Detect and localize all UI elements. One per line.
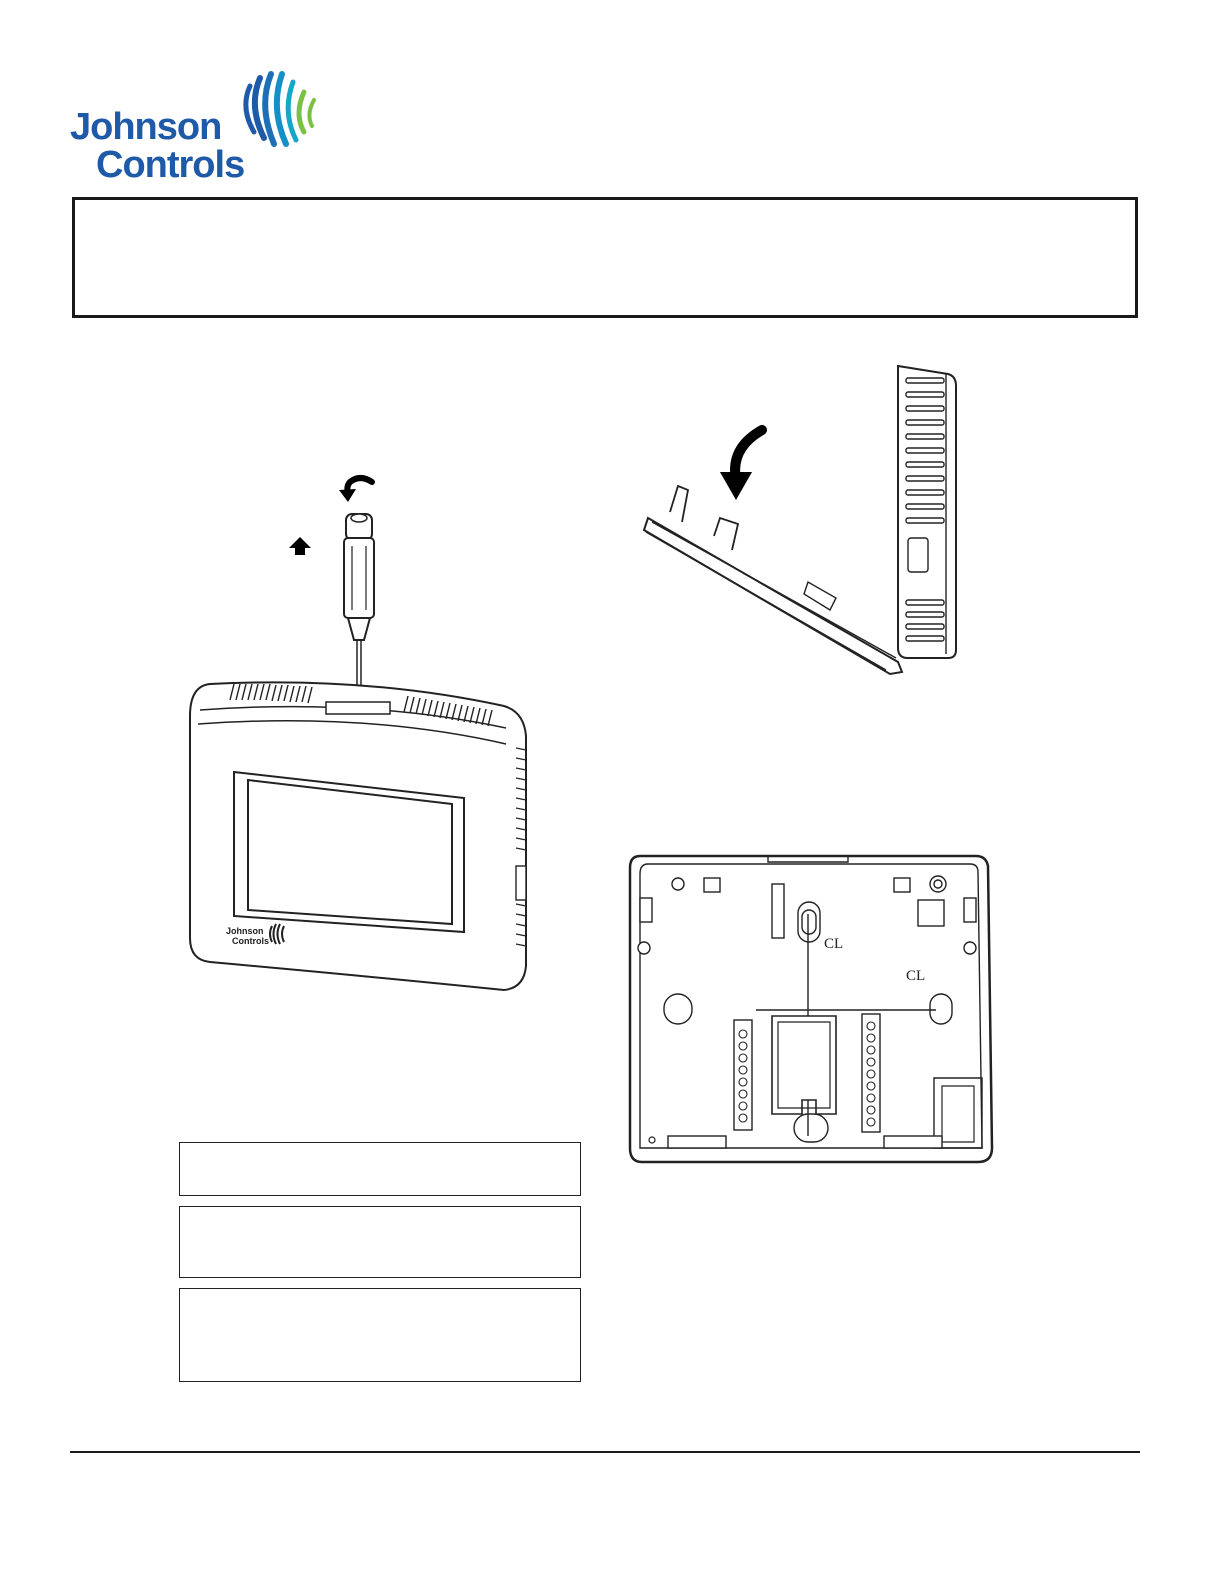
note-box-3: [179, 1288, 581, 1382]
footer-rule: [70, 1451, 1140, 1453]
device-logo-line2: Controls: [232, 936, 269, 946]
centerline-symbol-horizontal: CL: [906, 968, 926, 984]
note-box-1: [179, 1142, 581, 1196]
rotate-arrow-icon: [336, 472, 380, 504]
logo-text-controls: Controls: [96, 144, 245, 186]
thermostat-device: [186, 676, 532, 994]
centerline-symbol-vertical: CL: [824, 936, 844, 952]
up-arrow-icon: [288, 536, 312, 556]
johnson-controls-swoosh-icon: [236, 68, 320, 150]
mounting-base-plate: [626, 852, 996, 1168]
header-title-box: [72, 197, 1138, 318]
note-box-2: [179, 1206, 581, 1278]
thermostat-side-view: [640, 362, 970, 682]
device-logo-line1: Johnson: [226, 926, 264, 936]
logo-text-johnson: Johnson: [70, 106, 222, 148]
